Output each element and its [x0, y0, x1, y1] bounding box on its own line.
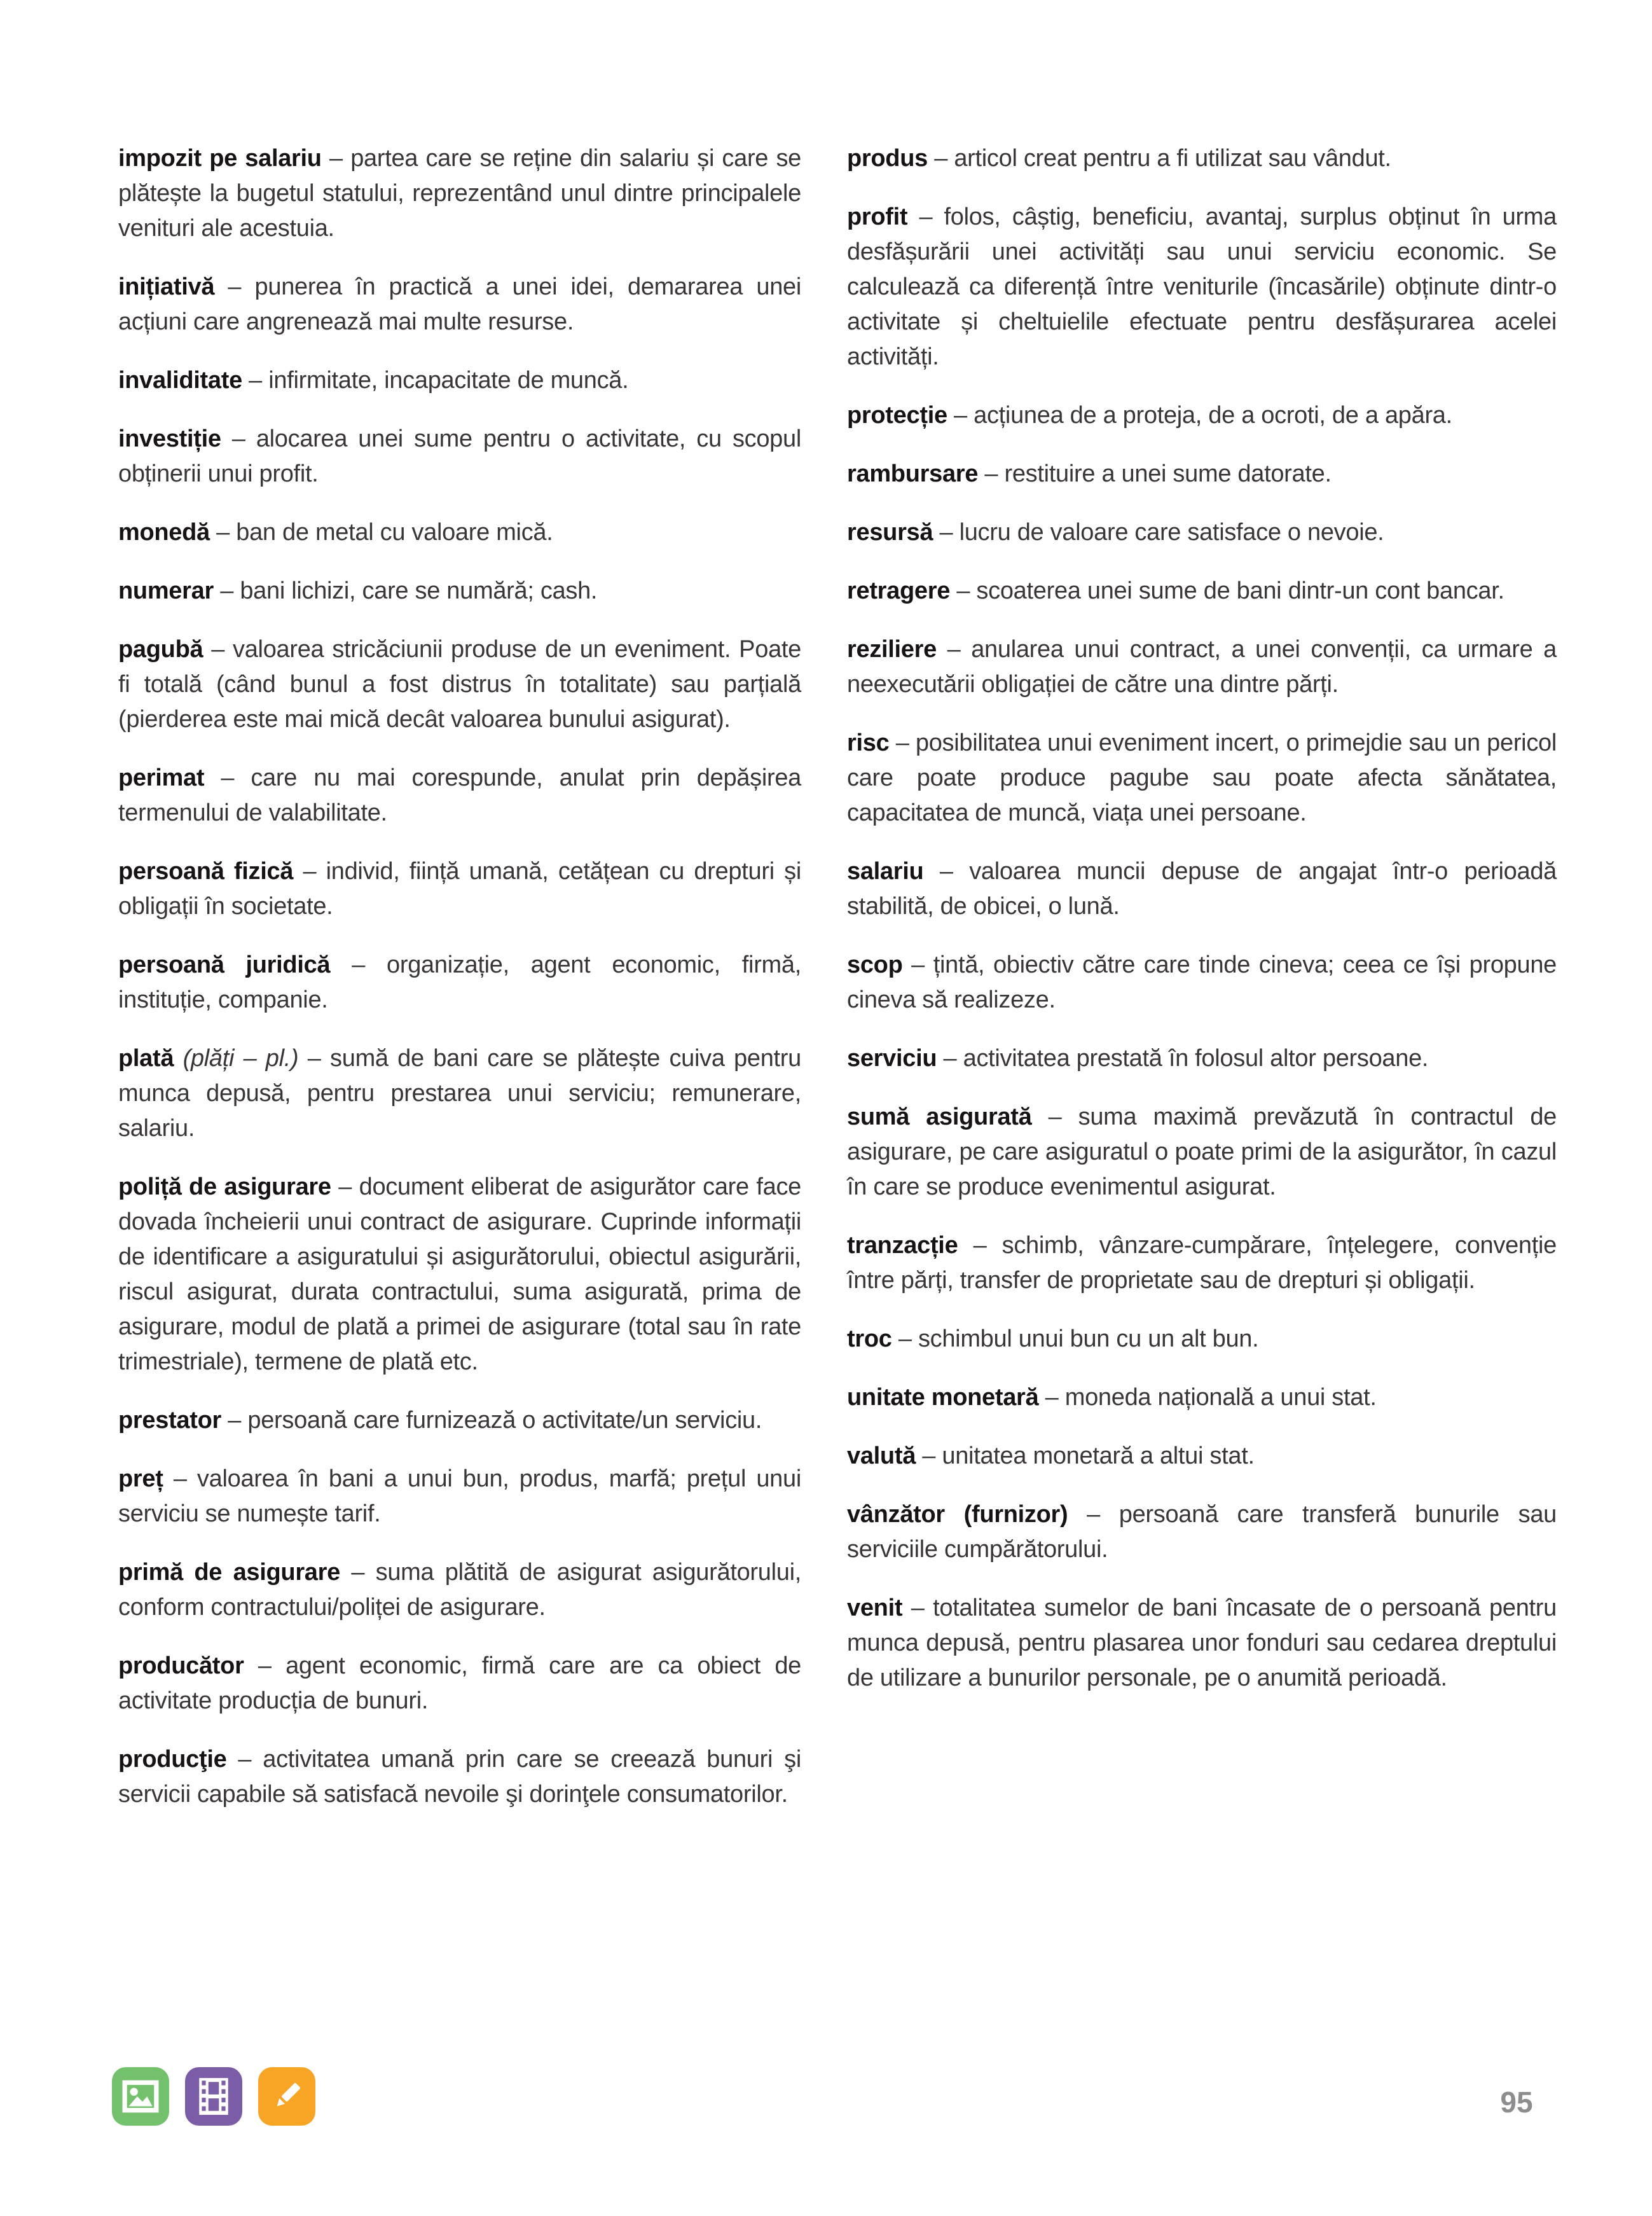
glossary-term: vânzător (furnizor) — [847, 1501, 1068, 1528]
glossary-term: impozit pe salariu — [118, 145, 322, 172]
glossary-entry — [118, 574, 801, 609]
glossary-left-column — [118, 141, 801, 1836]
glossary-entry — [847, 457, 1557, 492]
glossary-entry — [118, 1403, 801, 1438]
glossary-term: troc — [847, 1326, 892, 1352]
glossary-definition: – acțiunea de a proteja, de a ocroti, de a apăra. — [947, 402, 1452, 429]
glossary-definition: – agent economic, firmă care are ca obiect de activitate producția de bunuri. — [118, 1652, 801, 1714]
glossary-entry — [847, 1497, 1557, 1567]
glossary-term: persoană fizică — [118, 858, 294, 885]
glossary-entry — [118, 515, 801, 550]
glossary-term: invaliditate — [118, 367, 242, 394]
glossary-entry — [847, 1380, 1557, 1415]
glossary-term: salariu — [847, 858, 924, 885]
glossary-term: risc — [847, 730, 890, 756]
glossary-term: producător — [118, 1652, 244, 1679]
glossary-entry — [118, 1742, 801, 1812]
glossary-entry — [847, 1100, 1557, 1205]
glossary-definition: – articol creat pentru a fi utilizat sau vândut. — [927, 145, 1391, 172]
film-icon-glyph — [196, 2077, 231, 2116]
glossary-entry — [118, 1462, 801, 1532]
glossary-entry — [847, 726, 1557, 831]
glossary-term: produs — [847, 145, 928, 172]
glossary-definition: – organizație, agent economic, firmă, instituție, companie. — [118, 952, 801, 1013]
image-icon — [112, 2067, 169, 2126]
glossary-term-note: (plăți – pl.) — [174, 1045, 299, 1072]
glossary-definition: – anularea unui contract, a unei convenții, ca urmare a neexecutării obligației de către una dintre părți. — [847, 636, 1557, 698]
glossary-entry — [847, 398, 1557, 433]
glossary-definition: – restituire a unei sume datorate. — [978, 461, 1332, 487]
pencil-icon — [258, 2067, 315, 2126]
glossary-definition: – document eliberat de asigurător care face dovada încheierii unui contract de asigurare. Cuprinde informații de identificare a asiguratului și asigurătorului, obiectul asigurării, riscul asigurat, durata contractului, suma asigurată, prima de asigurare, modul de plată a primei de asigurare (total sau în rate trimestriale), termene de plată etc. — [118, 1174, 801, 1375]
glossary-entry — [118, 632, 801, 737]
glossary-term: tranzacție — [847, 1232, 958, 1259]
glossary-term: plată — [118, 1045, 174, 1072]
glossary-entry — [118, 270, 801, 340]
glossary-definition: – suma plătită de asigurat asigurătorului, conform contractului/poliței de asigurare. — [118, 1559, 801, 1621]
glossary-term: venit — [847, 1595, 903, 1621]
glossary-term: unitate monetară — [847, 1384, 1039, 1411]
glossary-entry — [118, 141, 801, 246]
glossary-definition: – suma maximă prevăzută în contractul de asigurare, pe care asiguratul o poate primi de la asigurător, în cazul în care se produce evenimentul asigurat. — [847, 1104, 1557, 1200]
glossary-term: producţie — [118, 1746, 227, 1773]
glossary-definition: – care nu mai corespunde, anulat prin depășirea termenului de valabilitate. — [118, 765, 801, 826]
glossary-entry — [118, 363, 801, 398]
glossary-term: protecție — [847, 402, 947, 429]
glossary-term: persoană juridică — [118, 952, 331, 978]
glossary-definition: – posibilitatea unui eveniment incert, o primejdie sau un pericol care poate produce pagube sau poate afecta sănătatea, capacitatea de muncă, viața unei persoane. — [847, 730, 1557, 826]
glossary-term: reziliere — [847, 636, 937, 663]
glossary-definition: – sumă de bani care se plătește cuiva pentru munca depusă, pentru prestarea unui serviciu; remunerare, salariu. — [118, 1045, 801, 1142]
footer-icons — [112, 2067, 315, 2126]
glossary-entry — [847, 1041, 1557, 1076]
image-icon-glyph — [122, 2078, 159, 2115]
glossary-term: rambursare — [847, 461, 979, 487]
pencil-icon-glyph — [268, 2078, 305, 2115]
glossary-definition: – valoarea stricăciunii produse de un eveniment. Poate fi totală (când bunul a fost distrus în totalitate) sau parțială (pierderea este mai mică decât valoarea bunului asigurat). — [118, 636, 801, 733]
glossary-term: serviciu — [847, 1045, 937, 1072]
glossary-definition: – folos, câștig, beneficiu, avantaj, surplus obținut în urma desfășurării unei activități sau unui serviciu economic. Se calculează ca diferență între veniturile (încasările) obținute dintr-o activitate și cheltuielile efectuate pentru desfășurarea acelei activități. — [847, 204, 1557, 370]
glossary-term: monedă — [118, 519, 210, 546]
glossary-entry — [847, 632, 1557, 702]
glossary-definition: – individ, ființă umană, cetățean cu drepturi și obligații în societate. — [118, 858, 801, 920]
glossary-definition: – punerea în practică a unei idei, demararea unei acțiuni care angrenează mai multe resurse. — [118, 274, 801, 335]
glossary-definition: – bani lichizi, care se numără; cash. — [213, 578, 598, 604]
glossary-definition: – persoană care furnizează o activitate/un serviciu. — [221, 1407, 762, 1434]
glossary-entry — [118, 854, 801, 924]
glossary-term: poliță de asigurare — [118, 1174, 331, 1200]
glossary-term: pagubă — [118, 636, 203, 663]
glossary-definition: – activitatea umană prin care se creează bunuri şi servicii capabile să satisfacă nevoile şi dorinţele consumatorilor. — [118, 1746, 801, 1808]
film-icon — [185, 2067, 242, 2126]
glossary-entry — [847, 515, 1557, 550]
glossary-entry — [847, 1228, 1557, 1298]
glossary-entry — [847, 1591, 1557, 1696]
glossary-entry — [847, 948, 1557, 1018]
glossary-entry — [118, 1555, 801, 1625]
page-number: 95 — [1500, 2086, 1533, 2119]
glossary-definition: – activitatea prestată în folosul altor persoane. — [937, 1045, 1429, 1072]
glossary-definition: – infirmitate, incapacitate de muncă. — [242, 367, 629, 394]
glossary-term: sumă asigurată — [847, 1104, 1032, 1130]
glossary-definition: – țintă, obiectiv către care tinde cineva; ceea ce își propune cineva să realizeze. — [847, 952, 1557, 1013]
glossary-definition: – valoarea în bani a unui bun, produs, marfă; prețul unui serviciu se numește tarif. — [118, 1465, 801, 1527]
glossary-definition: – moneda națională a unui stat. — [1038, 1384, 1377, 1411]
glossary-definition: – unitatea monetară a altui stat. — [916, 1443, 1255, 1469]
glossary-entry — [847, 854, 1557, 924]
glossary-definition: – schimb, vânzare-cumpărare, înțelegere, convenție între părți, transfer de proprietate sau de drepturi și obligații. — [847, 1232, 1557, 1294]
glossary-entry — [118, 761, 801, 831]
glossary-entry — [847, 1322, 1557, 1357]
glossary-entry — [847, 200, 1557, 375]
glossary-entry — [118, 1170, 801, 1380]
glossary-entry — [118, 948, 801, 1018]
glossary-entry — [847, 1439, 1557, 1474]
glossary-definition: – scoaterea unei sume de bani dintr-un cont bancar. — [950, 578, 1504, 604]
glossary-entry — [118, 1649, 801, 1719]
glossary-right-column — [847, 141, 1557, 1719]
glossary-definition: – alocarea unei sume pentru o activitate, cu scopul obținerii unui profit. — [118, 426, 801, 487]
glossary-entry — [847, 141, 1557, 176]
glossary-term: inițiativă — [118, 274, 215, 300]
glossary-term: valută — [847, 1443, 916, 1469]
glossary-term: perimat — [118, 765, 205, 791]
glossary-term: prestator — [118, 1407, 222, 1434]
glossary-definition: – valoarea muncii depuse de angajat într-o perioadă stabilită, de obicei, o lună. — [847, 858, 1557, 920]
glossary-definition: – lucru de valoare care satisface o nevoie. — [933, 519, 1384, 546]
glossary-term: resursă — [847, 519, 933, 546]
glossary-entry — [118, 422, 801, 492]
glossary-definition: – totalitatea sumelor de bani încasate de o persoană pentru munca depusă, pentru plasarea unor fonduri sau cedarea dreptului de utilizare a bunurilor personale, pe o anumită perioadă. — [847, 1595, 1557, 1691]
glossary-definition: – persoană care transferă bunurile sau serviciile cumpărătorului. — [847, 1501, 1557, 1563]
glossary-definition: – partea care se reține din salariu și care se plătește la bugetul statului, reprezentând unul dintre principalele venituri ale acestuia. — [118, 145, 801, 242]
glossary-term: primă de asigurare — [118, 1559, 340, 1586]
glossary-entry — [118, 1041, 801, 1146]
glossary-definition: – schimbul unui bun cu un alt bun. — [891, 1326, 1259, 1352]
glossary-term: scop — [847, 952, 903, 978]
glossary-term: profit — [847, 204, 908, 230]
glossary-term: investiție — [118, 426, 221, 452]
glossary-term: numerar — [118, 578, 214, 604]
glossary-entry — [847, 574, 1557, 609]
glossary-definition: – ban de metal cu valoare mică. — [209, 519, 553, 546]
glossary-term: preț — [118, 1465, 163, 1492]
glossary-term: retragere — [847, 578, 951, 604]
